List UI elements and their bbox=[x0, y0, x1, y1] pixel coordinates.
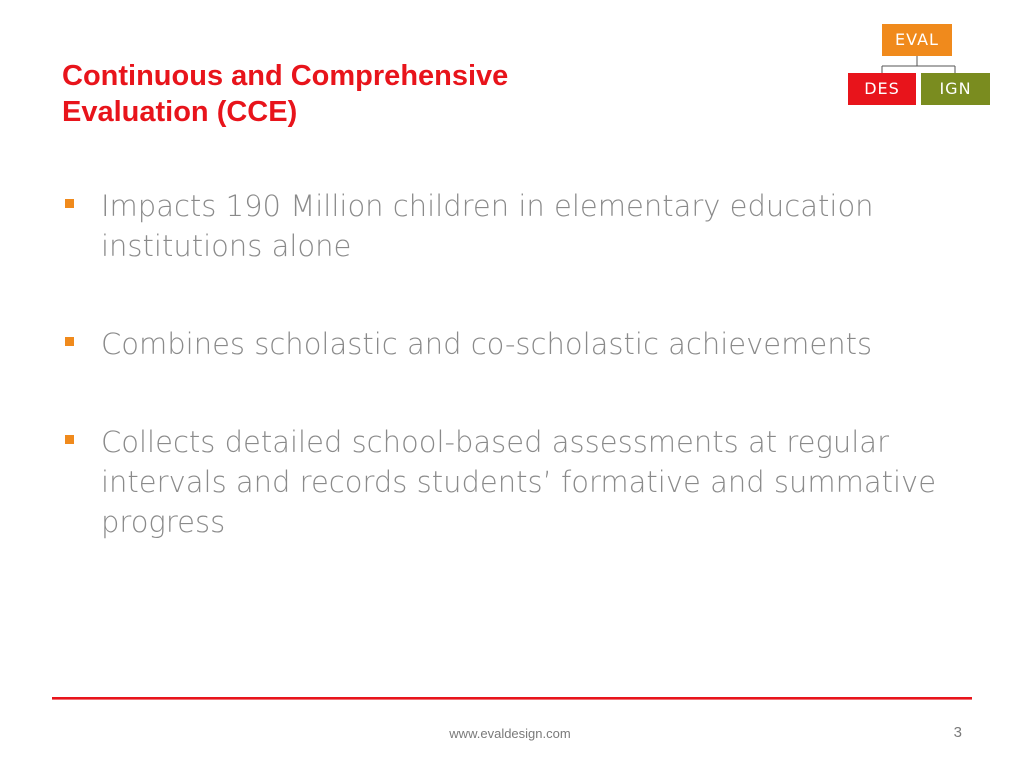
slide-title-line-2: Evaluation (CCE) bbox=[62, 96, 298, 128]
logo-ign-box: IGN bbox=[921, 73, 990, 105]
footer-divider bbox=[52, 697, 972, 700]
bullet-text: Combines scholastic and co-scholastic achievements bbox=[101, 327, 873, 361]
bullet-text: Impacts 190 Million children in elementary education institutions alone bbox=[101, 189, 874, 263]
logo-des-box: DES bbox=[848, 73, 916, 105]
bullet-item bbox=[62, 324, 942, 364]
slide-title bbox=[62, 58, 682, 130]
evaldesign-logo bbox=[848, 24, 990, 108]
slide-title-line-1: Continuous and Comprehensive bbox=[62, 60, 509, 92]
square-bullet-icon bbox=[65, 435, 74, 444]
logo-eval-box: EVAL bbox=[882, 24, 952, 56]
square-bullet-icon bbox=[65, 199, 74, 208]
bullet-list bbox=[62, 186, 942, 600]
bullet-item bbox=[62, 422, 942, 542]
bullet-text: Collects detailed school-based assessments at regular intervals and records students’ formative and summative progress bbox=[101, 425, 937, 539]
bullet-item bbox=[62, 186, 942, 266]
square-bullet-icon bbox=[65, 337, 74, 346]
page-number: 3 bbox=[953, 724, 962, 741]
footer-url: www.evaldesign.com bbox=[449, 726, 571, 741]
